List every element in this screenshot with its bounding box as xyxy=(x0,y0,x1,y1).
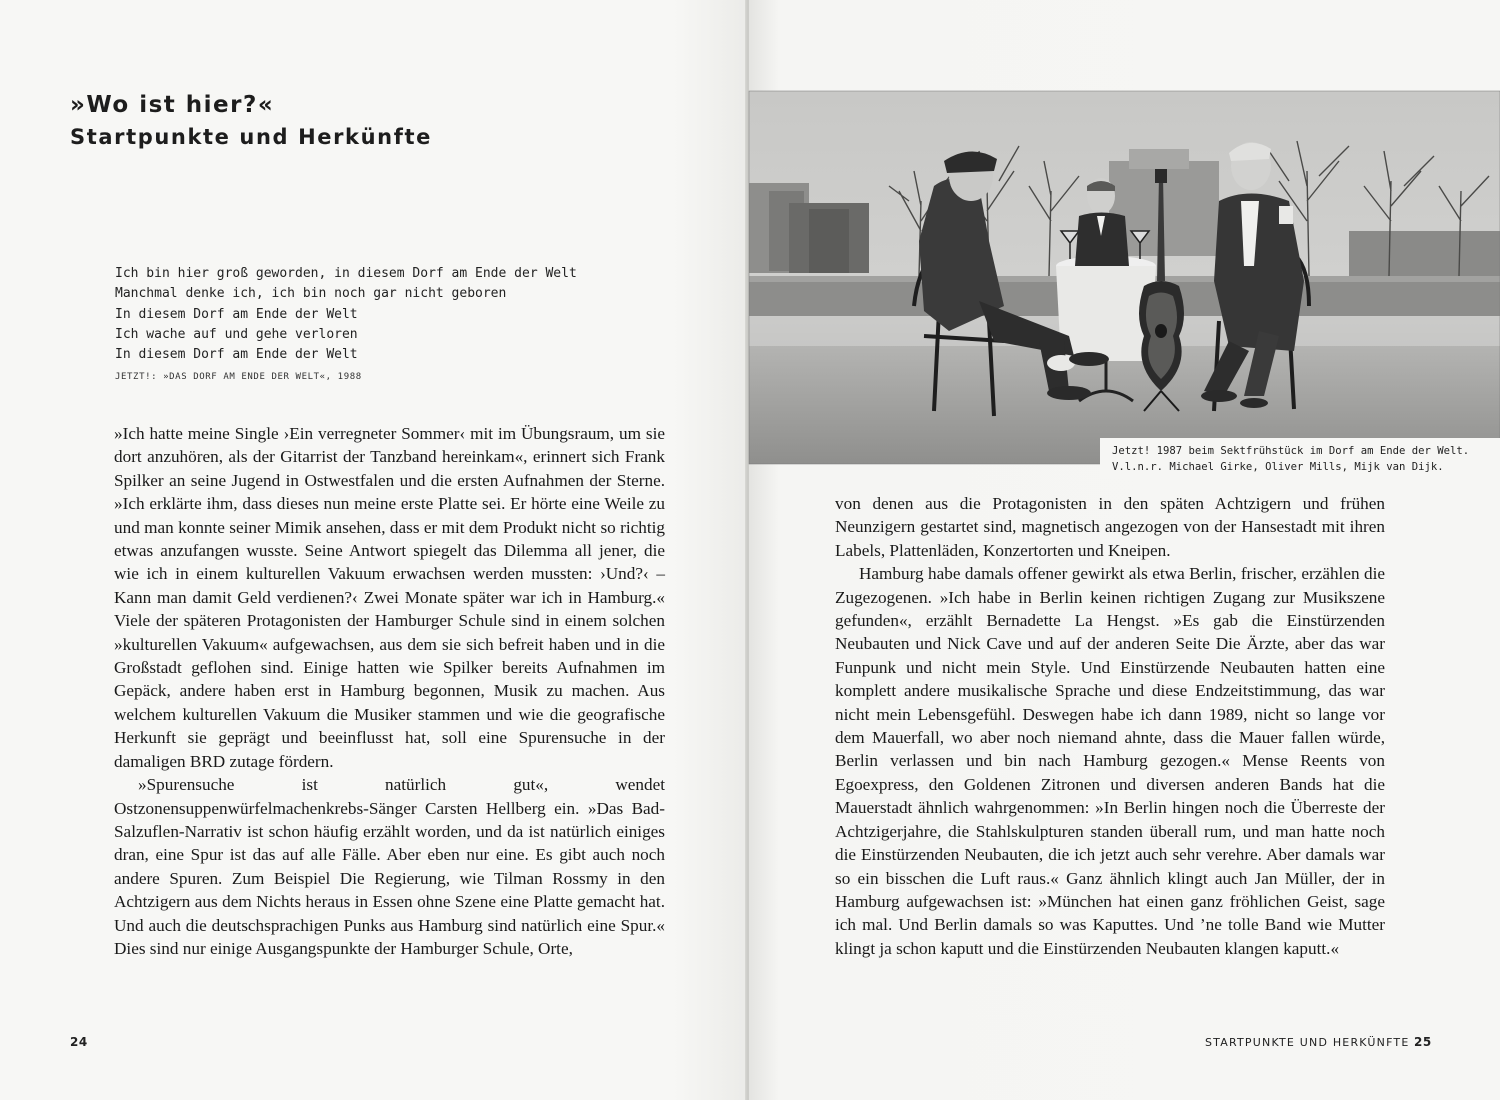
epigraph-line: In diesem Dorf am Ende der Welt xyxy=(115,306,358,322)
left-body-text xyxy=(114,422,665,960)
chapter-subtitle: Startpunkte und Herkünfte xyxy=(70,125,432,149)
right-body-text xyxy=(835,492,1385,960)
caption-line: V.l.n.r. Michael Girke, Oliver Mills, Mijk van Dijk. xyxy=(1112,460,1444,473)
page-number-right: 25 xyxy=(1414,1035,1432,1049)
epigraph-line: Ich bin hier groß geworden, in diesem Dorf am Ende der Welt xyxy=(115,266,577,281)
paragraph: »Spurensuche ist natürlich gut«, wendet Ostzonensuppenwürfelmachenkrebs-Sänger Carsten Hellberg ein. »Das Bad-Salzuflen-Narrativ ist schon häufig erzählt worden, und da ist natürlich einiges dran, eine Spur ist das auf alle Fälle. Aber eben nur eine. Es gibt auch noch andere Spuren. Zum Beispiel Die Regierung, wie Tilman Rossmy in den Achtzigern aus dem Nichts heraus in Essen ohne Szene eine Platte gemacht hat. Und auch die deutschsprachigen Punks aus Hamburg sind natürlich eine Spur.« Dies sind nur einige Ausgangspunkte der Hamburger Schule, Orte, xyxy=(114,775,665,958)
epigraph-line: In diesem Dorf am Ende der Welt xyxy=(115,347,358,363)
epigraph-source: JETZT!: »DAS DORF AM ENDE DER WELT«, 1988 xyxy=(115,372,362,382)
epigraph xyxy=(115,264,577,365)
epigraph-line: Ich wache auf und gehe verloren xyxy=(115,326,358,342)
chapter-title: »Wo ist hier?« xyxy=(70,92,275,118)
band-photo xyxy=(749,91,1500,473)
paragraph: von denen aus die Protagonisten in den späten Achtzigern und frühen Neunzigern gestartet sind, magnetisch angezogen von der Hansestadt mit ihren Labels, Plattenläden, Konzertorten und Kneipen. xyxy=(835,494,1385,560)
paragraph: Hamburg habe damals offener gewirkt als etwa Berlin, frischer, erzählen die Zugezogenen. »Ich habe in Berlin keinen richtigen Zugang zur Musikszene gefunden«, erzählt Bernadette La Hengst. »Es gab die Einstürzenden Neubauten und Nick Cave und auf der anderen Seite Die Ärzte, aber das war Funpunk und nicht mein Style. Und Einstürzende Neubauten hatten eine komplett andere musikalische Sprache und diese Endzeitstimmung, das war nicht mein Lebensgefühl. Deswegen habe ich dann 1989, nicht so lange vor dem Mauerfall, wo aber noch niemand ahnte, dass die Mauer fallen würde, Berlin verlassen und bin nach Hamburg gezogen.« Mense Reents von Egoexpress, den Goldenen Zitronen und diversen anderen Bands hat die Mauerstadt ähnlich wahrgenommen: »In Berlin hingen noch die Überreste der Achtzigerjahre, die Stahlskulpturen standen überall rum, und man hatte noch die Einstürzenden Neubauten, die ich jetzt auch sehr verehre. Aber damals war so ein bisschen die Luft raus.« Ganz ähnlich klingt auch Jan Müller, der in Hamburg aufgewachsen ist: »München hat einen ganz fröhlichen Geist, sage ich mal. Und Berlin damals so was Kaputtes. Und ’ne tolle Band wie Mutter klingt ja schon kaputt und die Einstürzenden Neubauten klangen kaputt.« xyxy=(835,564,1385,958)
page-number-left: 24 xyxy=(70,1035,88,1049)
photo-caption xyxy=(1100,438,1500,478)
caption-line: Jetzt! 1987 beim Sektfrühstück im Dorf am Ende der Welt. xyxy=(1112,445,1470,457)
paragraph: »Ich hatte meine Single ›Ein verregneter Sommer‹ mit im Übungsraum, um sie dort anzuhören, als der Gitarrist der Tanzband hereinkam«, erinnert sich Frank Spilker an seine Jugend in Ostwestfalen und die ersten Aufnahmen der Sterne. »Ich erklärte ihm, dass dieses nun meine erste Platte sei. Er hörte eine Weile zu und man konnte seiner Mimik ansehen, dass er mit dem Produkt nicht so richtig etwas anzufangen wusste. Seine Antwort spiegelt das Dilemma all jener, die wie ich in einem kulturellen Vakuum erwachsen werden mussten: ›Und?‹ – Kann man damit Geld verdienen?‹ Zwei Monate später war ich in Hamburg.« Viele der späteren Protagonisten der Hamburger Schule sind in einem solchen »kulturellen Vakuum« aufgewachsen, aus dem sie sich befreit haben und in die Großstadt geflohen sind. Einige hatten wie Spilker bereits Aufnahmen im Gepäck, andere haben erst in Hamburg begonnen, Musik zu machen. Aus welchem kulturellen Vakuum die Musiker stammen und wie die geografische Herkunft sie geprägt und beeinflusst hat, soll eine Spurensuche in der damaligen BRD zutage fördern. xyxy=(114,424,665,771)
left-page xyxy=(0,0,749,1100)
running-head: STARTPUNKTE UND HERKÜNFTE xyxy=(1205,1036,1410,1049)
epigraph-line: Manchmal denke ich, ich bin noch gar nicht geboren xyxy=(115,286,507,302)
